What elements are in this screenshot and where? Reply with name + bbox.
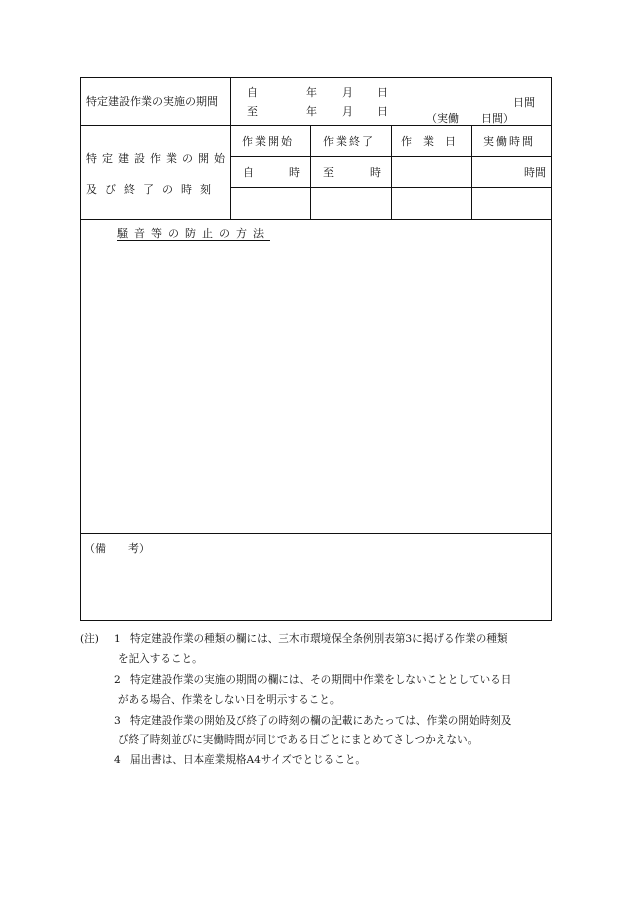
note-2-num: 2 [114,674,121,686]
note-4-line1: 届出書は、日本産業規格A4サイズでとじること。 [130,754,367,766]
period-from: 自 [247,86,258,99]
note-1-line1: 特定建設作業の種類の欄には、三木市環境保全条例別表第3に掲げる作業の種類 [130,633,508,645]
note-3-line2: び終了時刻並びに実働時間が同じである日ごとにまとめてさしつかえない。 [118,734,479,746]
noise-label: 騒音等の防止の方法 [117,227,270,240]
col-header-workday: 作業日 [401,135,467,148]
end-hour: 時 [370,166,381,179]
remarks-label: （備 考） [84,542,150,555]
period-to-month: 月 [342,105,353,118]
note-1-num: 1 [114,633,121,645]
row-divider-remarks [80,533,552,534]
start-prefix: 自 [243,166,254,179]
start-hour: 時 [289,166,300,179]
col-header-start: 作業開始 [242,135,294,148]
note-2-line2: がある場合、作業をしない日を明示すること。 [118,694,341,706]
note-2-line1: 特定建設作業の実施の期間の欄には、その期間中作業をしないこととしている日 [130,674,512,686]
hours-unit: 時間 [524,166,546,179]
period-actual: （実働 日間） [426,112,514,125]
period-days-unit: 日間 [513,96,535,109]
period-to: 至 [247,105,258,118]
end-prefix: 至 [323,166,334,179]
note-3-line1: 特定建設作業の開始及び終了の時刻の欄の記載にあたっては、作業の開始時刻及 [130,715,512,727]
col-divider-2 [310,125,311,219]
col-divider-4 [471,125,472,219]
period-to-day: 日 [377,105,388,118]
notes-block [78,634,558,764]
times-label-line2: 及び終了の時刻 [86,183,219,196]
note-3-num: 3 [114,715,121,727]
row-divider-noise [80,219,552,220]
times-label-line1: 特定建設作業の開始 [86,152,230,165]
note-4-num: 4 [114,754,121,766]
period-label: 特定建設作業の実施の期間 [86,95,218,108]
col-divider-label [230,77,231,219]
period-to-year: 年 [306,105,317,118]
notes-prefix: (注) [80,633,99,645]
col-header-end: 作業終了 [323,135,375,148]
col-divider-3 [391,125,392,219]
period-from-month: 月 [342,86,353,99]
period-from-day: 日 [377,86,388,99]
row-divider-period [80,125,552,126]
period-from-year: 年 [306,86,317,99]
note-1-line2: を記入すること。 [118,653,203,665]
col-header-hours: 実働時間 [483,135,535,148]
